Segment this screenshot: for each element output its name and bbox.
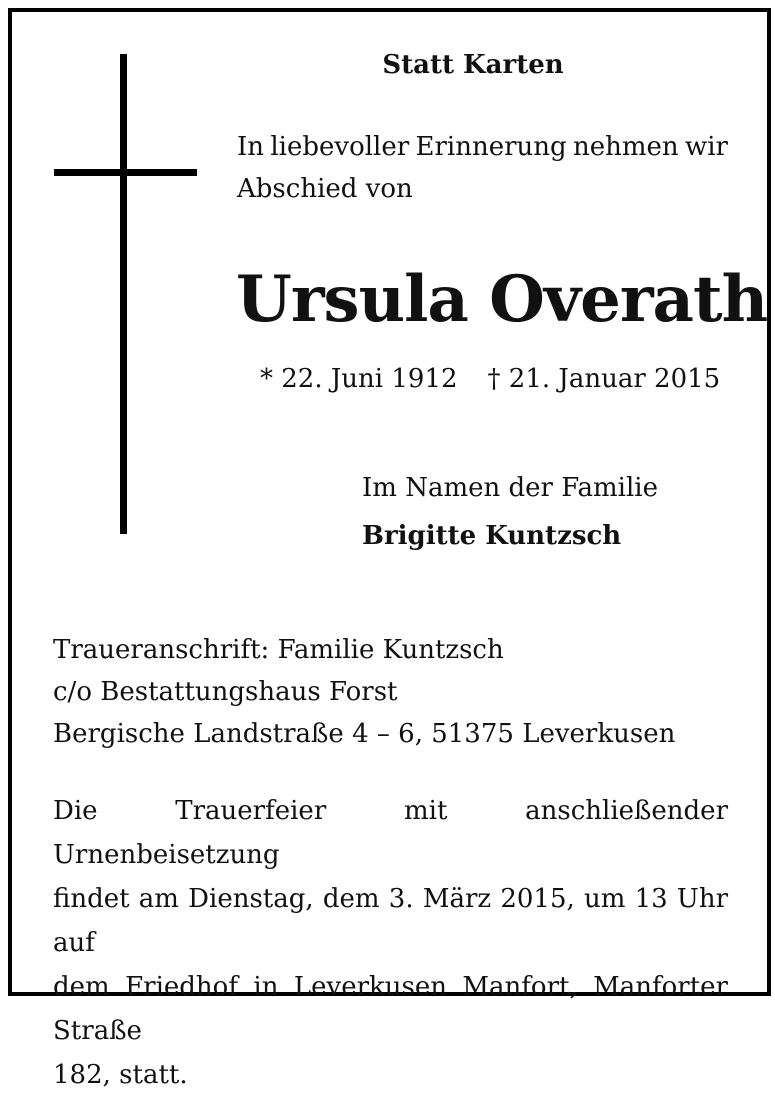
intro-word: nehmen	[572, 132, 679, 162]
address-line-1: Traueranschrift: Familie Kuntzsch	[53, 635, 504, 665]
address-line-3: Bergische Landstraße 4 – 6, 51375 Leverkusen	[53, 719, 676, 749]
deceased-name: Ursula Overath	[236, 262, 768, 337]
service-line-3: dem Friedhof in Leverkusen Manfort, Manforter Straße	[53, 972, 728, 1046]
cross-vertical-bar	[120, 54, 127, 534]
intro-line-2: Abschied von	[237, 174, 413, 204]
intro-word: liebevoller	[270, 132, 410, 162]
address-line-2: c/o Bestattungshaus Forst	[53, 677, 398, 707]
signer-name: Brigitte Kuntzsch	[362, 521, 622, 551]
birth-date: * 22. Juni 1912	[260, 364, 458, 394]
family-signature	[362, 464, 658, 560]
obituary-notice	[8, 8, 771, 1090]
intro-text	[237, 126, 728, 210]
intro-line-1	[237, 126, 728, 168]
service-line-1: Die Trauerfeier mit anschließender Urnenbeisetzung	[53, 796, 728, 870]
cross-horizontal-bar	[54, 169, 197, 176]
intro-word: wir	[684, 132, 728, 162]
death-date: † 21. Januar 2015	[487, 364, 721, 394]
intro-word: Erinnerung	[415, 132, 567, 162]
on-behalf-text: Im Namen der Familie	[362, 473, 658, 503]
service-line-4: 182, statt.	[53, 1060, 188, 1090]
life-dates	[260, 364, 720, 394]
service-line-2: findet am Dienstag, dem 3. März 2015, um 13 Uhr auf	[53, 884, 728, 958]
intro-word: In	[237, 132, 265, 162]
mourning-address	[53, 629, 675, 755]
service-details	[53, 789, 728, 1097]
notice-heading: Statt Karten	[382, 50, 564, 80]
